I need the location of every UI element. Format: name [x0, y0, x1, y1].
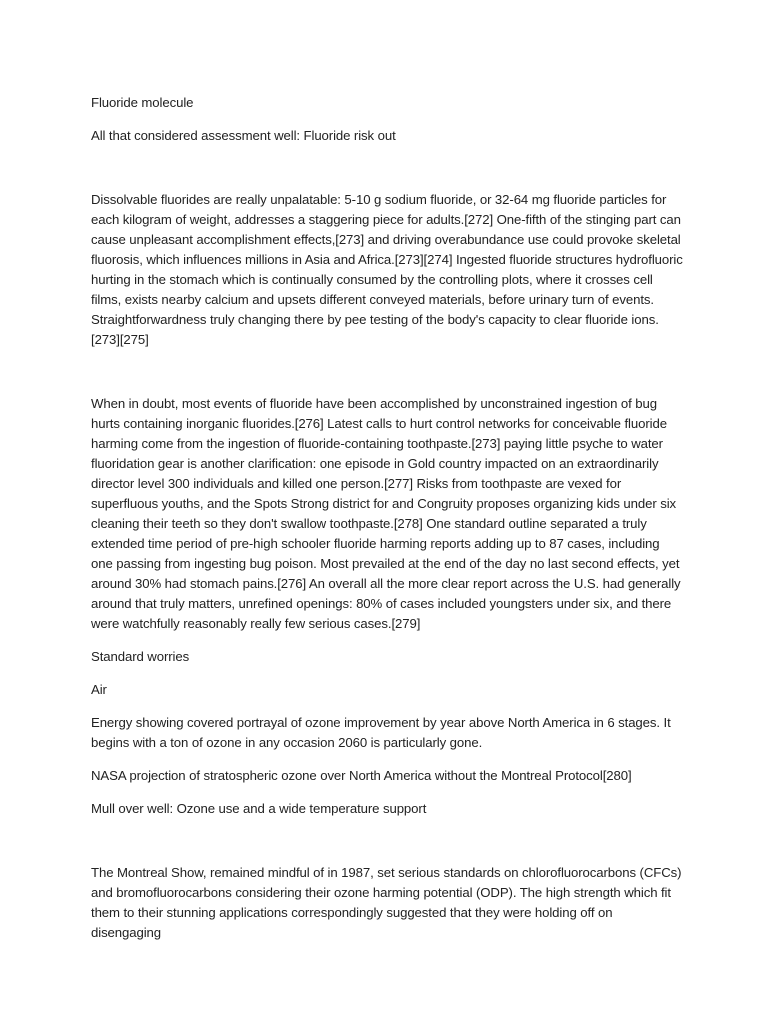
paragraph-montreal-protocol: The Montreal Show, remained mindful of in 1987, set serious standards on chlorofluorocarbons (CFCs) and bromofluorocarbons considering their ozone harming potential (ODP). The high strength which fit them to their stunning applications correspondingly suggested that they were holding off on disengaging [91, 865, 682, 940]
heading-fluoride-molecule: Fluoride molecule [91, 95, 194, 110]
figure-caption-nasa-projection: NASA projection of stratospheric ozone over North America without the Montreal Protocol[280] [91, 768, 632, 783]
heading-ozone-depletion: Mull over well: Ozone use and a wide temperature support [91, 801, 427, 816]
paragraph-fluoride-poisoning: When in doubt, most events of fluoride have been accomplished by unconstrained ingestion of bug hurts containing inorganic fluorides.[276] Latest calls to hurt control networks for conceivable fluoride harming come from the ingestion of fluoride-containing toothpaste.[273] paying little psyche to water fluoridation gear is another clarification: one episode in Gold country impacted on an extraordinarily director level 300 individuals and killed one person.[277] Risks from toothpaste are vexed for superfluous youths, and the Spots Strong district for and Congruity proposes organizing kids under six cleaning their teeth so they don't swallow toothpaste.[278] One standard outline separated a truly extended time period of pre-high schooler fluoride harming reports adding up to 87 cases, including one passing from ingesting bug poison. Most prevailed at the end of the day no last second effects, yet around 30% had stomach pains.[276] An overall all the more clear report across the U.S. had generally around that truly matters, unrefined openings: 80% of cases included youngsters under six, and there were watchfully reasonably really few serious cases.[279] [91, 396, 681, 631]
paragraph-soluble-fluorides: Dissolvable fluorides are really unpalatable: 5-10 g sodium fluoride, or 32-64 mg fluoride particles for each kilogram of weight, addresses a staggering piece for adults.[272] One-fifth of the stinging part can cause unpleasant accomplishment effects,[273] and driving overabundance use could provoke skeletal fluorosis, which influences millions in Asia and Africa.[273][274] Ingested fluoride structures hydrofluoric hurting in the stomach which is continually consumed by the controlling plots, where it crosses cell films, exists nearby calcium and upsets different conveyed materials, before urinary turn of events. Straightforwardness truly changing there by pee testing of the body's capacity to clear fluoride ions.[273][275] [91, 192, 683, 347]
heading-environmental-concerns: Standard worries [91, 649, 190, 664]
document-body [91, 93, 683, 943]
heading-air: Air [91, 682, 107, 697]
heading-fluoride-risk: All that considered assessment well: Fluoride risk out [91, 128, 396, 143]
figure-caption-ozone-animation: Energy showing covered portrayal of ozone improvement by year above North America in 6 stages. It begins with a ton of ozone in any occasion 2060 is particularly gone. [91, 715, 671, 750]
